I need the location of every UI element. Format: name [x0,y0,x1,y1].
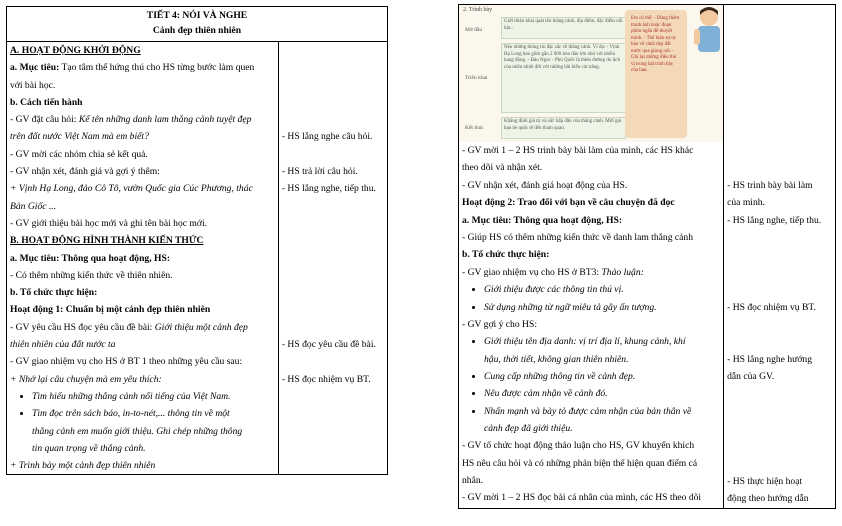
assign-task: - GV giao nhiệm vụ cho HS ở BT 1 theo những yêu cầu sau: [10,356,243,368]
goal-c-label: a. Mục tiêu: Thông qua hoạt động, HS: [462,214,623,226]
request-lead: - GV yêu cầu HS đọc yêu cầu đề bài: [10,321,155,333]
suggestion-list: + Vịnh Hạ Long, đảo Cô Tô, vườn Quốc gia Cúc Phương, thác [10,183,253,195]
assign-bt3: - GV giao nhiệm vụ cho HS ở BT3: [462,266,602,278]
student-response: - HS lắng nghe, tiếp thu. [281,183,376,195]
student-column [278,42,387,475]
student-response: dẫn của GV. [727,371,775,383]
activity-1-heading: Hoạt động 1: Chuẩn bị một cảnh đẹp thiên nhiên [10,304,211,316]
student-response: - HS đọc yêu cầu đề bài. [281,339,376,351]
student-response: - HS thực hiện hoạt [727,475,803,487]
list-item: • Tìm hiểu những thắng cảnh nổi tiếng của Việt Nam. [32,388,275,405]
figure-box: Khẳng định giá trị và sức hấp dẫn của thắng cảnh. Mời gọi bạn bè quốc tế đến tham quan. [501,117,626,139]
page-title: TIẾT 4: NÓI VÀ NGHE [146,10,248,21]
present-scene: + Trình bày một cảnh đẹp thiên nhiên [10,460,156,472]
recall-story: + Nhớ lại câu chuyện mà em yêu thích: [10,373,162,385]
teacher-column [7,42,279,475]
invite-present-2: theo dõi và nhận xét. [462,162,543,174]
right-lesson-table [458,4,836,509]
list-item: • Giới thiệu được các thông tin thú vị. [484,281,720,298]
organize-discussion-3: nhân. [462,475,484,487]
student-response: của mình. [727,197,765,209]
teacher-column-right [459,5,724,509]
list-item: • Sử dụng những từ ngữ miêu tả gây ấn tượng. [484,299,720,316]
student-response: - HS lắng nghe câu hỏi. [281,131,373,143]
list-item: • Nêu được cảm nhận về cảnh đó. [484,385,720,402]
discussion-bullets [462,281,720,316]
activity-2-heading: Hoạt động 2: Trao đổi với bạn về câu chuyện đã đọc [462,197,675,209]
student-response: - HS lắng nghe, tiếp thu. [727,214,822,226]
task-bullets [10,388,275,457]
page-gap [400,0,455,526]
request-italic: Giới thiệu một cảnh đẹp [154,321,248,333]
section-b-heading: B. HOẠT ĐỘNG HÌNH THÀNH KIẾN THỨC [10,235,204,247]
goal-text-2: với bài học. [10,79,56,91]
invite-present: - GV mời 1 – 2 HS trình bày bài làm của mình, các HS khác [462,145,694,156]
student-illustration-icon [688,5,723,57]
figure-box: Nêu những thông tin đặc sắc về thắng cảnh. Ví dụ: - Vịnh Hạ Long bao gồm gần 2 000 hòn đảo lớn nhỏ với nhiều hang động. - Đảo Ngọc - Phú Quốc là thiên đường du lịch của miền nhiệt đới với những bãi biển cát trắng. [501,43,626,113]
student-response: động theo hướng dẫn [727,493,809,505]
teacher-evaluate: - GV nhận xét, đánh giá hoạt động của HS. [462,179,628,191]
page-subtitle: Cảnh đẹp thiên nhiên [152,25,242,36]
goal-label: a. Mục tiêu: [10,62,60,74]
goal-b-text: - Có thêm những kiến thức về thiên nhiên. [10,269,173,281]
procedure-label: b. Cách tiến hành [10,96,83,108]
goal-c-text: - Giúp HS có thêm những kiến thức về danh lam thắng cảnh [462,232,694,244]
left-page [0,0,400,526]
student-column-right [724,5,836,509]
suggest-label: - GV gợi ý cho HS: [462,318,537,330]
textbook-figure [459,5,723,142]
invite-read: - GV mời 1 – 2 HS đọc bài cá nhân của mình, các HS theo dõi [462,492,702,504]
question-lead: - GV đặt câu hỏi: [10,114,79,126]
organize-discussion: - GV tổ chức hoạt động thảo luận cho HS, GV khuyến khích [462,440,695,452]
right-page [455,0,842,526]
step-share: - GV mời các nhóm chia sẻ kết quả. [10,148,148,160]
question-italic-2: trên đất nước Việt Nam mà em biết? [10,131,149,143]
goal-b-label: a. Mục tiêu: Thông qua hoạt động, HS: [10,252,171,264]
figure-row-label: Mở đầu [465,27,483,33]
assign-bt3-italic: Thảo luận: [601,266,644,278]
student-response: - HS lắng nghe hướng [727,353,812,365]
organize-discussion-2: HS nêu câu hỏi và có những phản biện thể hiện quan điểm cá [462,457,698,469]
step-introduce: - GV giới thiệu bài học mới và ghi tên bài học mới. [10,217,208,229]
figure-step-label: 2. Trình bày [463,7,493,13]
suggestion-bullets [462,333,720,437]
organize-label: b. Tổ chức thực hiện: [10,287,98,299]
list-item: • Giới thiệu tên địa danh: vị trí địa lí, khung cảnh, khí hậu, thời tiết, không gian thiên nhiên. [484,333,720,368]
question-italic: Kể tên những danh lam thắng cảnh tuyệt đẹp [78,114,252,126]
student-response: - HS đọc nhiệm vụ BT. [727,301,816,313]
step-evaluate: - GV nhận xét, đánh giá và gợi ý thêm: [10,166,160,178]
suggestion-list-2: Bản Giốc ... [10,200,57,212]
student-response: - HS trình bày bài làm [727,179,813,191]
figure-row-label: Kết thúc [465,125,484,131]
list-item: • Nhấn mạnh và bày tỏ được cảm nhận của bản thân về cảnh đẹp đã giới thiệu. [484,403,720,438]
figure-box: Giới thiệu khái quát tên thắng cảnh, địa điểm, đặc điểm nổi bật... [501,17,626,39]
list-item: • Tìm đọc trên sách báo, in-to-nét,... thông tin về một thắng cảnh em muốn giới thiệu. Ghi chép những thông tin quan trọng về thắng cảnh. [32,405,275,457]
list-item: • Cung cấp những thông tin về cảnh đẹp. [484,368,720,385]
request-italic-2: thiên nhiên của đất nước ta [10,339,116,351]
student-response: - HS trả lời câu hỏi. [281,166,358,178]
goal-text: Tạo tâm thế hứng thú cho HS từng bước làm quen [59,62,255,74]
organize-label-2: b. Tổ chức thực hiện: [462,249,550,261]
student-response: - HS đọc nhiệm vụ BT. [281,373,371,385]
figure-row-label: Triển khai [465,75,488,81]
left-lesson-table [6,6,388,475]
figure-scroll-note: Em có thể: - Dùng thêm tranh ảnh hoặc đoạn phim ngắn để thuyết minh. - Thể hiện sự tự hào về cảnh đẹp đất nước qua giọng nói. - Ghi lại những điều thú vị trong bài trình bày của bạn. [625,10,687,138]
title-cell [7,7,388,42]
section-a-heading: A. HOẠT ĐỘNG KHỞI ĐỘNG [10,45,141,56]
